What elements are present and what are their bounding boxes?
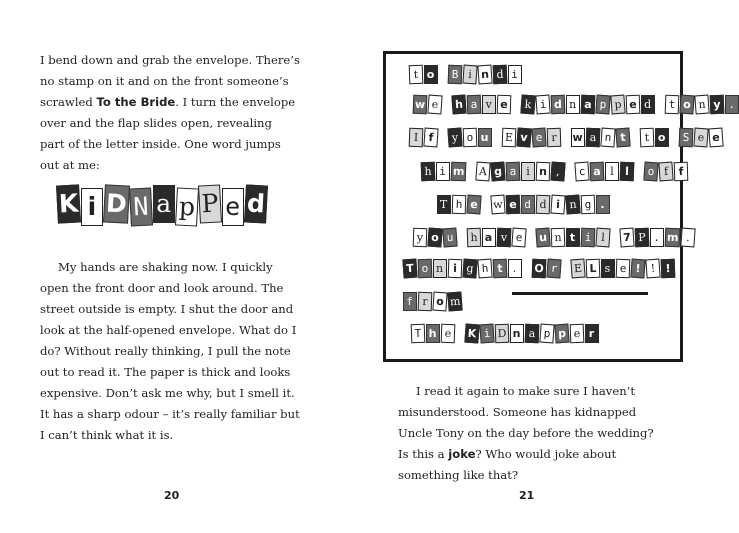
ransom-letter: c (574, 162, 589, 182)
ransom-letter: l (605, 162, 619, 181)
ransom-letter: f (658, 162, 673, 182)
ransom-letter: r (585, 324, 599, 343)
ransom-letter: n (510, 324, 524, 343)
ransom-letter: P (634, 228, 649, 247)
paragraph-text: ? Who would joke about something like that? (398, 447, 617, 482)
ransom-letter: e (693, 128, 708, 148)
paragraph-text: I read it again to make sure I haven’t misunderstood. Someone has kidnapped Uncle Tony on the day before the wedding? Is this a (398, 384, 654, 461)
ransom-letter: o (417, 259, 432, 278)
ransom-letter: e (496, 95, 511, 114)
paragraph-text: My hands are shaking now. I quickly open the front door and look around. The street outside is empty. I shut the door and look at the half-opened envelope. What do I do? Without really thinking, I pull the note out to read it. The paper is thick and looks expensive. Don’t ask me why, but I smell it. It has a sharp odour – it’s really familiar but I can’t think what it is. (40, 260, 300, 442)
ransom-letter: i (508, 65, 522, 84)
ransom-letter: f (403, 292, 417, 311)
ransom-letter: n (433, 259, 447, 278)
ransom-letter: a (466, 95, 481, 114)
paragraph-read-again (398, 381, 666, 486)
left-page (0, 0, 350, 533)
ransom-letter: n (550, 228, 565, 247)
ransom-letter: p (554, 324, 569, 344)
ransom-letter: m (450, 162, 466, 182)
ransom-letter: B (447, 65, 462, 84)
ransom-letter: h (477, 259, 492, 279)
ransom-letter: e (440, 324, 455, 343)
ransom-letter: y (412, 228, 427, 247)
ransom-letter: o (643, 162, 658, 182)
ransom-letter: f (423, 128, 438, 148)
ransom-note-line (408, 64, 522, 84)
ransom-letter: ! (660, 259, 675, 278)
ransom-letter: w (490, 195, 505, 215)
ransom-letter: . (508, 259, 522, 278)
ransom-letter: r (546, 259, 561, 279)
ransom-letter: g (462, 259, 477, 279)
ransom-letter: i (580, 228, 595, 247)
ransom-note-line (412, 94, 739, 114)
ransom-letter: p (610, 95, 625, 115)
ransom-letter: v (496, 228, 511, 247)
ransom-letter: u (442, 228, 457, 248)
ransom-letter: d (535, 195, 550, 214)
ransom-letter: h (426, 324, 440, 343)
ransom-note-line (402, 258, 675, 278)
paragraph-text: I bend down and grab the envelope. There’s no stamp on it and on the front someone’s scrawled (40, 53, 300, 109)
ransom-letter: w (412, 95, 427, 114)
ransom-letter: o (427, 228, 442, 248)
ransom-note-line (420, 161, 688, 181)
ransom-letter: T (437, 195, 451, 214)
ransom-letter: t (615, 128, 630, 148)
ransom-letter: i (447, 259, 462, 278)
ransom-letter: p (595, 95, 610, 115)
ransom-letter: a (524, 324, 539, 343)
ransom-letter: t (664, 95, 679, 114)
ransom-letter: n (694, 95, 709, 115)
ransom-letter: u (478, 128, 492, 147)
ransom-word-kidnapped (56, 182, 296, 227)
ransom-letter: f (674, 162, 689, 181)
ransom-letter: t (639, 128, 654, 147)
paragraph-shaking (40, 257, 302, 446)
ransom-note-line (436, 194, 610, 214)
ransom-letter: , (550, 162, 565, 182)
ransom-letter: . (596, 195, 610, 214)
to-the-bride-emphasis: To the Bride (96, 95, 176, 109)
ransom-letter: o (432, 292, 447, 312)
ransom-letter: ! (645, 259, 660, 279)
ransom-letter: e (427, 95, 442, 115)
ransom-note-line (410, 323, 599, 343)
ransom-letter: A (475, 162, 490, 182)
ransom-letter: n (565, 195, 580, 215)
ransom-letter: I (408, 128, 423, 147)
ransom-letter: K (464, 324, 479, 344)
ransom-letter: a (482, 228, 496, 247)
ransom-letter: i (436, 162, 450, 181)
ransom-letter: r (546, 128, 561, 147)
ransom-letter: d (641, 95, 655, 114)
ransom-letter: p (539, 324, 554, 344)
ransom-letter: o (462, 128, 477, 147)
ransom-letter: t (566, 228, 580, 247)
ransom-letter: y (709, 95, 724, 114)
ransom-letter: h (451, 195, 466, 214)
ransom-letter: g (490, 162, 505, 182)
ransom-letter: a (153, 185, 175, 223)
ransom-letter: m (447, 292, 463, 312)
ransom-letter: e (222, 188, 244, 226)
ransom-note-line (402, 291, 462, 311)
ransom-letter: h (420, 162, 435, 181)
ransom-letter: i (479, 324, 494, 344)
ransom-letter: v (482, 95, 496, 114)
ransom-letter: O (531, 259, 546, 278)
ransom-letter: e (569, 324, 584, 343)
paragraph-text: . I turn the envelope over and the flap slides open, revealing part of the letter inside. One word jumps out at me: (40, 95, 296, 172)
ransom-letter: v (516, 128, 531, 148)
ransom-letter: E (570, 259, 585, 279)
ransom-note (383, 51, 735, 362)
ransom-letter: h (466, 228, 481, 247)
ransom-letter: n (566, 95, 580, 114)
ransom-letter: g (580, 195, 595, 214)
ransom-letter: . (725, 95, 739, 114)
page-number-left: 20 (164, 489, 180, 502)
ransom-letter: a (506, 162, 521, 181)
ransom-letter: E (501, 128, 516, 147)
ransom-letter: y (447, 128, 462, 148)
ransom-letter: ! (630, 259, 645, 279)
ransom-underline (512, 292, 648, 295)
ransom-letter: u (535, 228, 550, 248)
ransom-letter: r (417, 292, 432, 311)
ransom-letter: P (198, 184, 222, 223)
ransom-letter: i (521, 162, 535, 181)
ransom-letter: d (521, 195, 535, 214)
page-number-right: 21 (519, 489, 535, 502)
ransom-letter: T (402, 259, 417, 279)
ransom-letter: K (56, 184, 81, 223)
ransom-letter: N (129, 187, 153, 226)
ransom-letter: e (466, 195, 481, 215)
ransom-letter: l (620, 162, 635, 181)
ransom-letter: e (505, 195, 520, 214)
ransom-letter: S (678, 128, 693, 147)
ransom-letter: i (81, 188, 103, 226)
ransom-letter: i (462, 65, 477, 85)
ransom-letter: t (492, 259, 507, 278)
ransom-note-line (408, 127, 723, 147)
ransom-letter: n (477, 65, 492, 85)
ransom-letter: i (535, 95, 550, 115)
ransom-letter: l (595, 228, 610, 248)
ransom-letter: o (679, 95, 694, 115)
ransom-letter: e (511, 228, 526, 248)
ransom-letter: a (580, 95, 595, 114)
ransom-letter: e (615, 259, 630, 278)
ransom-letter: a (585, 128, 600, 147)
ransom-letter: s (601, 259, 615, 278)
ransom-letter: w (571, 128, 585, 147)
ransom-letter: p (175, 187, 199, 226)
ransom-letter: 7 (619, 228, 634, 248)
ransom-letter: D (494, 324, 509, 343)
ransom-letter: L (585, 259, 600, 278)
ransom-letter: k (520, 95, 535, 115)
ransom-letter: d (550, 95, 565, 114)
ransom-letter: i (550, 195, 565, 215)
ransom-letter: d (492, 65, 507, 84)
ransom-letter: n (536, 162, 551, 181)
ransom-letter: e (625, 95, 640, 114)
ransom-letter: D (103, 184, 130, 223)
ransom-letter: d (244, 184, 268, 223)
ransom-letter: o (424, 65, 438, 84)
ransom-letter: . (650, 228, 664, 247)
ransom-letter: a (590, 162, 605, 181)
ransom-letter: T (410, 324, 425, 343)
paragraph-envelope (40, 50, 300, 176)
ransom-letter: n (600, 128, 615, 148)
ransom-letter: . (680, 228, 695, 248)
ransom-letter: e (531, 128, 546, 148)
ransom-letter: e (708, 128, 723, 148)
joke-emphasis: joke (448, 447, 476, 461)
ransom-letter: t (408, 65, 423, 84)
ransom-letter: h (451, 95, 466, 115)
ransom-letter: o (655, 128, 669, 147)
ransom-note-line (412, 227, 695, 247)
ransom-letter: m (664, 228, 680, 248)
